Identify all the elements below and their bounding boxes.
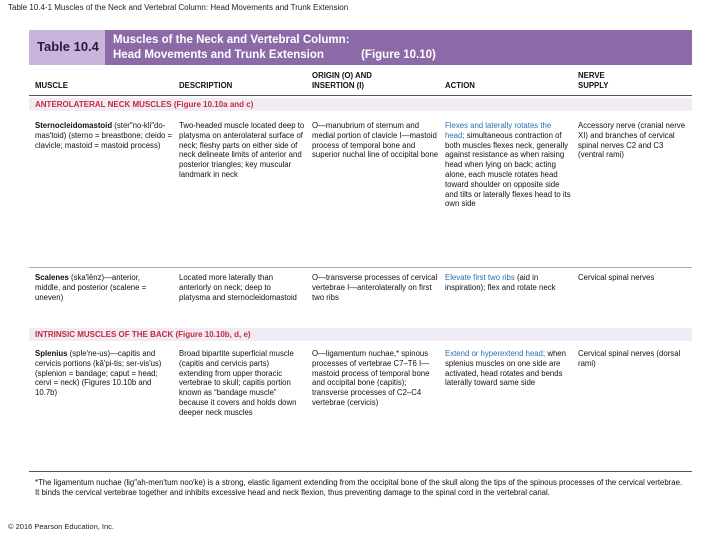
muscle-name: Splenius [35, 349, 68, 358]
muscle-detail: (ska′lēnz)—anterior, middle, and posterior (scalene = uneven) [35, 273, 147, 302]
section-title: ANTEROLATERAL NECK MUSCLES (Figure 10.10a and c) [35, 99, 254, 109]
section-header [29, 328, 692, 341]
muscle-description: Two-headed muscle located deep to platysma on anterolateral surface of neck; fleshy parts on either side of neck delineate limits of anterior and posterior triangles; key muscular landmark in neck [179, 121, 305, 179]
muscle-name: Scalenes [35, 273, 69, 282]
table-row-muscle [35, 273, 167, 302]
action-text: simultaneous contraction of both muscles flexes neck, generally against resistance as when raising head when lying on back; acting alone, each muscle rotates head toward shoulder on opposite side and tilts or laterally flexes head to its own side [445, 130, 571, 209]
header-origin [312, 71, 372, 91]
section-title: INTRINSIC MUSCLES OF THE BACK (Figure 10.10b, d, e) [35, 329, 251, 339]
muscle-nerve-supply: Accessory nerve (cranial nerve XI) and branches of cervical spinal nerves C2 and C3 (ventral rami) [578, 121, 686, 160]
header-nerve [578, 71, 608, 91]
section-header [29, 98, 692, 111]
header-origin-line2: INSERTION (I) [312, 81, 364, 90]
muscle-action [445, 349, 571, 388]
muscle-nerve-supply: Cervical spinal nerves (dorsal rami) [578, 349, 681, 368]
header-origin-line1: ORIGIN (O) AND [312, 71, 372, 80]
header-muscle: MUSCLE [35, 81, 68, 90]
header-nerve-line1: NERVE [578, 71, 605, 80]
header-divider [29, 95, 692, 96]
header-nerve-line2: SUPPLY [578, 81, 609, 90]
muscle-description: Broad bipartite superficial muscle (capitis and cervicis parts) extending from upper thoracic vertebrae to skull; capitis portion known as “bandage muscle” because it covers and holds down deeper neck muscles [179, 349, 297, 417]
action-text: (aid in inspiration); flex and rotate neck [445, 273, 556, 292]
muscle-origin-insertion: O—transverse processes of cervical vertebrae I—anterolaterally on first two ribs [312, 273, 438, 302]
action-text: when splenius muscles on one side are activated, head rotates and bends laterally toward same side [445, 349, 566, 388]
muscle-origin-insertion: O—ligamentum nuchae,* spinous processes of vertebrae C7–T6 I—mastoid process of temporal bone and occipital bone (capitis); transverse processes of C2–C4 vertebrae (cervicis) [312, 349, 430, 407]
table-footnote: *The ligamentum nuchae (lig″ah-men′tum noo′ke) is a strong, elastic ligament extending from the occipital bone of the skull along the tips of the spinous processes of the cervical vertebrae. It binds the cervical vertebrae together and inhibits excessive head and neck flexion, thus preventing damage to the spinal cord in the vertebral canal. [35, 478, 683, 497]
muscle-origin-insertion: O—manubrium of sternum and medial portion of clavicle I—mastoid process of temporal bone and superior nuchal line of occipital bone [312, 121, 439, 160]
footnote-divider [29, 471, 692, 472]
header-action: ACTION [445, 81, 475, 90]
table-title-band [29, 30, 692, 65]
table-figure-ref: (Figure 10.10) [361, 48, 436, 61]
table-label-box [29, 30, 105, 65]
action-highlight: Elevate first two ribs [445, 273, 515, 282]
muscle-detail: (ster″no-kli″do-mas′toid) (sterno = breastbone; cleido = clavicle; mastoid = mastoid process) [35, 121, 173, 150]
action-highlight: Extend or hyperextend head; [445, 349, 546, 358]
muscle-table [29, 27, 692, 519]
table-label: Table 10.4 [37, 39, 99, 54]
muscle-name: Sternocleidomastoid [35, 121, 113, 130]
table-title-line1: Muscles of the Neck and Vertebral Column: [113, 34, 350, 46]
table-row-muscle [35, 121, 173, 150]
table-title [113, 33, 436, 62]
muscle-nerve-supply: Cervical spinal nerves [578, 273, 655, 282]
header-description: DESCRIPTION [179, 81, 233, 90]
muscle-action [445, 121, 571, 209]
action-highlight: Flexes and laterally rotates the head; [445, 121, 552, 140]
table-title-line2: Head Movements and Trunk Extension [113, 48, 324, 61]
slide-title: Table 10.4-1 Muscles of the Neck and Vertebral Column: Head Movements and Trunk Extension [8, 3, 349, 12]
copyright-notice: © 2016 Pearson Education, Inc. [8, 522, 115, 531]
table-row-muscle [35, 349, 171, 398]
muscle-action [445, 273, 571, 293]
row-divider [29, 267, 692, 268]
muscle-description: Located more laterally than anteriorly on neck; deep to platysma and sternocleidomastoid [179, 273, 297, 302]
muscle-detail: (sple′ne-us)—capitis and cervicis portions (kă′pi-tis; ser-vis′us) (splenion = bandage; caput = head; cervi = neck) (Figures 10.10b and 10.7b) [35, 349, 162, 398]
